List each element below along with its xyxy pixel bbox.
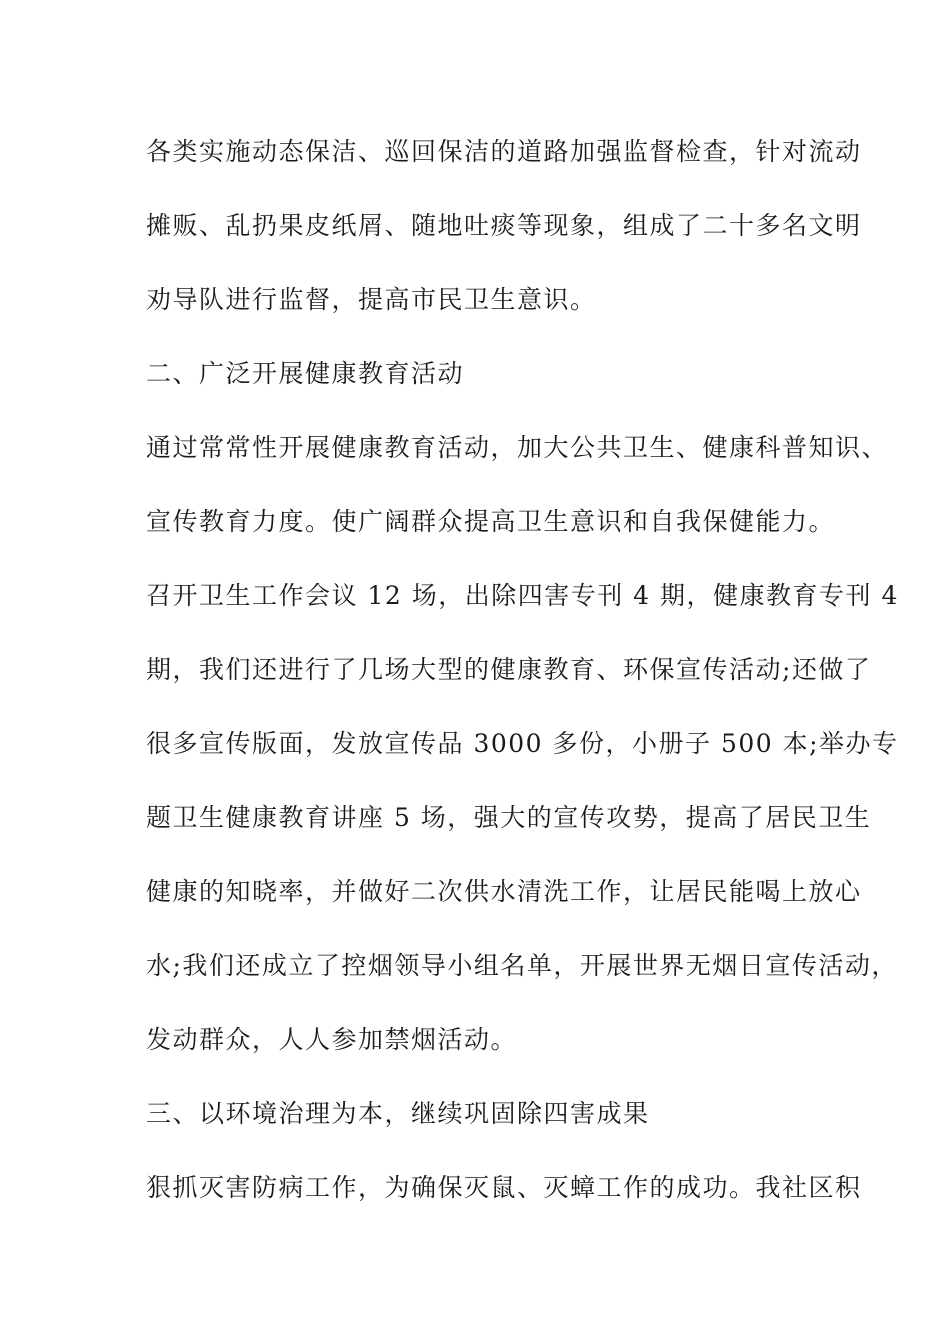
body-text-line: 狠抓灭害防病工作，为确保灭鼠、灭蟑工作的成功。我社区积	[146, 1173, 862, 1202]
body-text-line: 各类实施动态保洁、巡回保洁的道路加强监督检查，针对流动	[146, 137, 862, 166]
body-text-line: 健康的知晓率，并做好二次供水清洗工作，让居民能喝上放心	[146, 877, 862, 906]
body-text-line: 召开卫生工作会议 12 场，出除四害专刊 4 期，健康教育专刊 4	[146, 581, 899, 610]
body-text-line: 宣传教育力度。使广阔群众提高卫生意识和自我保健能力。	[146, 507, 836, 536]
body-text-line: 很多宣传版面，发放宣传品 3000 多份，小册子 500 本;举办专	[146, 729, 899, 758]
section-heading: 二、广泛开展健康教育活动	[146, 359, 465, 388]
body-text-line: 水;我们还成立了控烟领导小组名单，开展世界无烟日宣传活动，	[146, 951, 898, 980]
body-text-line: 发动群众，人人参加禁烟活动。	[146, 1025, 518, 1054]
body-text-line: 通过常常性开展健康教育活动，加大公共卫生、健康科普知识、	[146, 433, 889, 462]
body-text-line: 劝导队进行监督，提高市民卫生意识。	[146, 285, 597, 314]
body-text-line: 摊贩、乱扔果皮纸屑、随地吐痰等现象，组成了二十多名文明	[146, 211, 862, 240]
section-heading: 三、以环境治理为本，继续巩固除四害成果	[146, 1099, 650, 1128]
body-text-line: 题卫生健康教育讲座 5 场，强大的宣传攻势，提高了居民卫生	[146, 803, 872, 832]
body-text-line: 期，我们还进行了几场大型的健康教育、环保宣传活动;还做了	[146, 655, 872, 684]
